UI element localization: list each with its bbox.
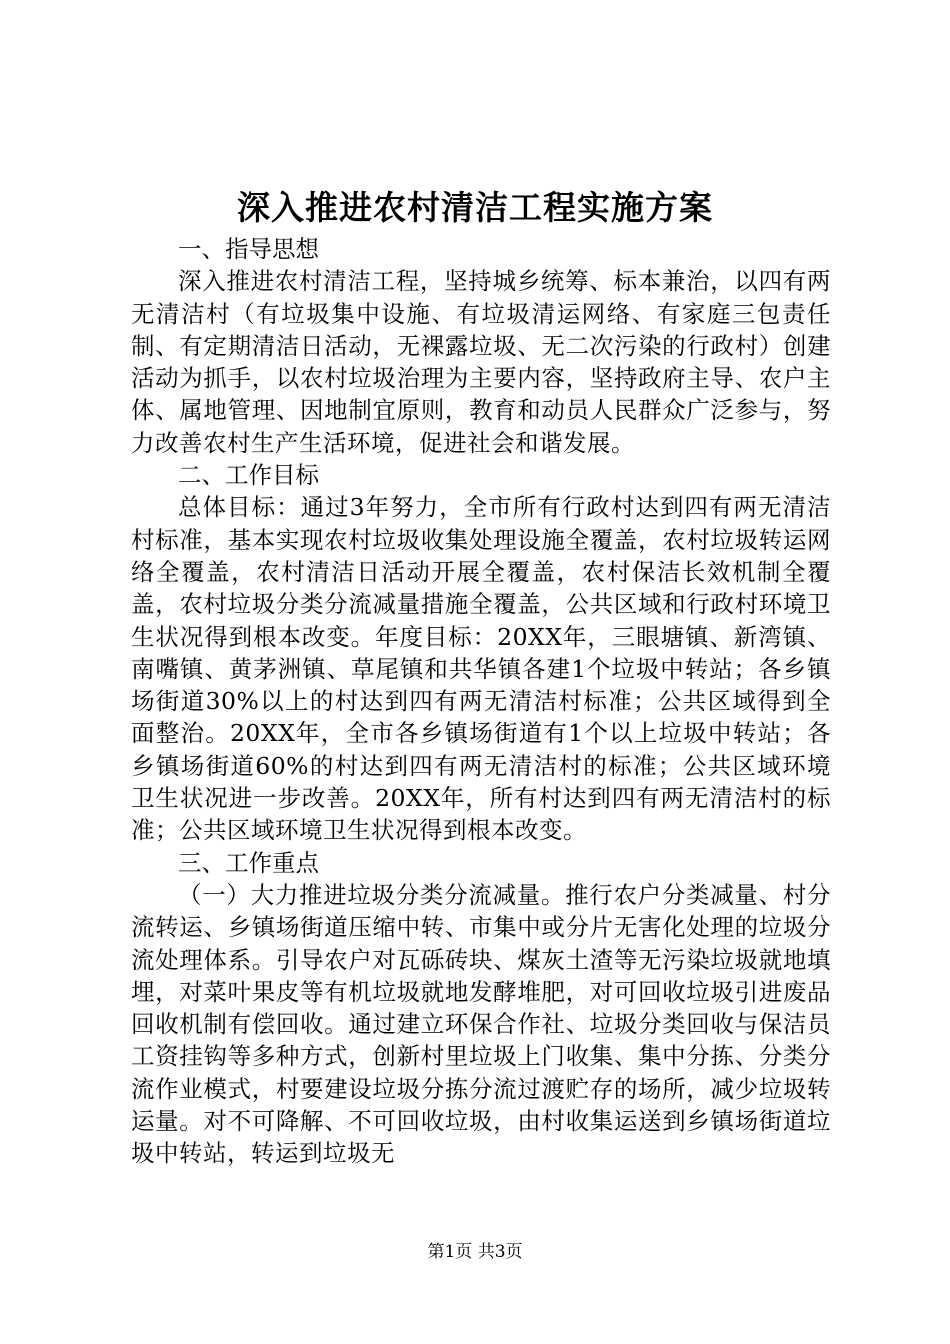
- section-paragraph-guiding-ideology: 深入推进农村清洁工程，坚持城乡统筹、标本兼治，以四有两无清洁村（有垃圾集中设施、有垃圾清运网络、有家庭三包责任制、有定期清洁日活动，无裸露垃圾、无二次污染的行政村）创建活动为抓手，以农村垃圾治理为主要内容，坚持政府主导、农户主体、属地管理、因地制宜原则，教育和动员人民群众广泛参与，努力改善农村生产生活环境，促进社会和谐发展。: [131, 267, 831, 457]
- page-number-footer: 第1页 共3页: [427, 1242, 523, 1262]
- section-paragraph-work-goals: 总体目标：通过3年努力，全市所有行政村达到四有两无清洁村标准，基本实现农村垃圾收集处理设施全覆盖，农村垃圾转运网络全覆盖，农村清洁日活动开展全覆盖，农村保洁长效机制全覆盖，农村垃圾分类分流减量措施全覆盖，公共区域和行政村环境卫生状况得到根本改变。年度目标：20XX年，三眼塘镇、新湾镇、南嘴镇、黄茅洲镇、草尾镇和共华镇各建1个垃圾中转站；各乡镇场街道30%以上的村达到四有两无清洁村标准；公共区域得到全面整治。20XX年，全市各乡镇场街道有1个以上垃圾中转站；各乡镇场街道60%的村达到四有两无清洁村的标准；公共区域环境卫生状况进一步改善。20XX年，所有村达到四有两无清洁村的标准；公共区域环境卫生状况得到根本改变。: [131, 493, 831, 845]
- section-paragraph-work-focus: （一）大力推进垃圾分类分流减量。推行农户分类减量、村分流转运、乡镇场街道压缩中转、市集中或分片无害化处理的垃圾分流处理体系。引导农户对瓦砾砖块、煤灰土渣等无污染垃圾就地填埋，对菜叶果皮等有机垃圾就地发酵堆肥，对可回收垃圾引进废品回收机制有偿回收。通过建立环保合作社、垃圾分类回收与保洁员工资挂钩等多种方式，创新村里垃圾上门收集、集中分拣、分类分流作业模式，村要建设垃圾分拣分流过渡贮存的场所，减少垃圾转运量。对不可降解、不可回收垃圾，由村收集运送到乡镇场街道垃圾中转站，转运到垃圾无: [131, 880, 831, 1168]
- document-body: [131, 233, 831, 1170]
- section-heading-guiding-ideology: 一、指导思想: [178, 235, 319, 263]
- document-title: 深入推进农村清洁工程实施方案: [237, 188, 713, 227]
- section-heading-work-goals: 二、工作目标: [178, 461, 319, 490]
- section-heading-work-focus: 三、工作重点: [178, 848, 319, 877]
